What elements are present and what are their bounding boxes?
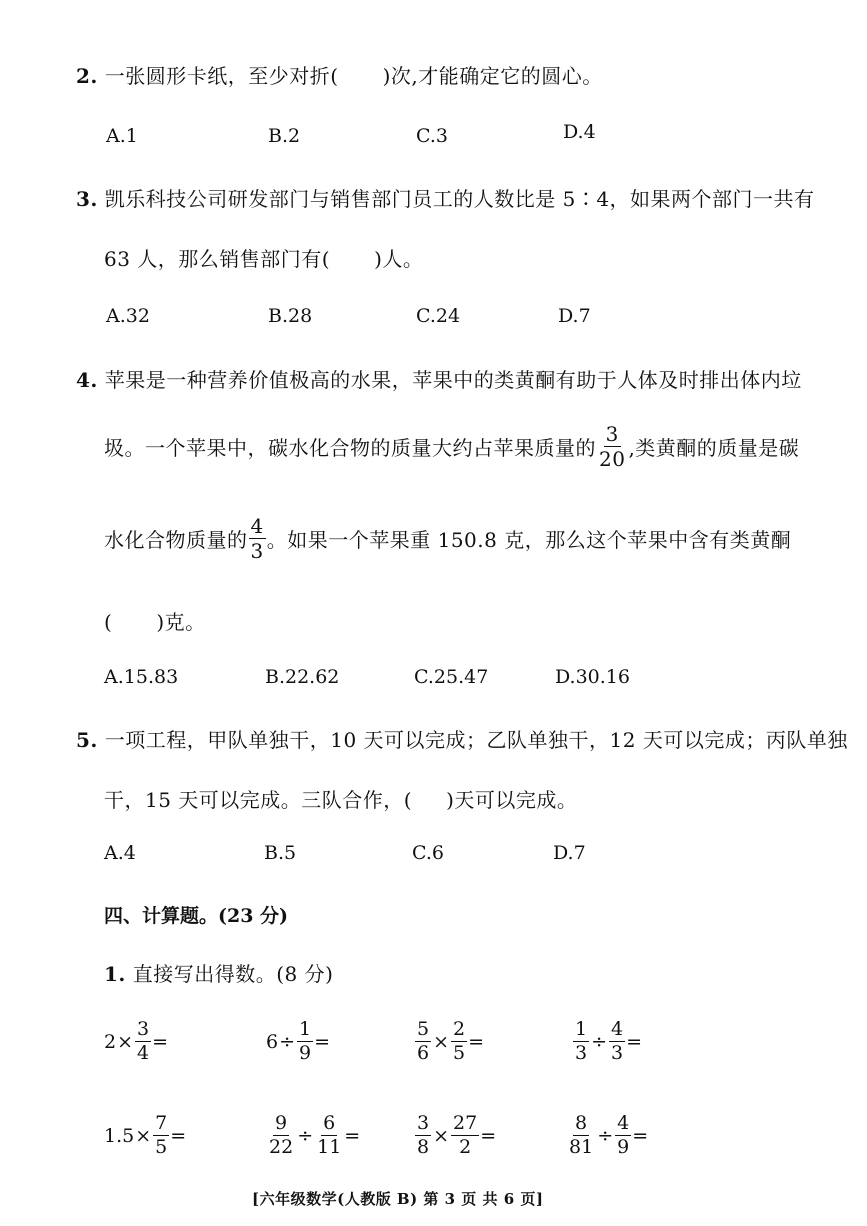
question-text: 干，15 天可以完成。三队合作，( <box>104 788 413 812</box>
question-number: 3. <box>76 187 98 211</box>
question-text: 。如果一个苹果重 150.8 克，那么这个苹果中含有类黄酮 <box>266 528 792 552</box>
equals-sign: = <box>626 1030 643 1053</box>
question-3-line-1 <box>76 183 815 212</box>
question-4-line-3 <box>104 516 791 561</box>
option-c[interactable]: C.6 <box>412 842 444 864</box>
question-text: 圾。一个苹果中，碳水化合物的质量大约占苹果质量的 <box>104 436 596 460</box>
question-2-text <box>76 60 603 89</box>
operator: ÷ <box>279 1030 296 1053</box>
denominator: 11 <box>317 1136 342 1158</box>
question-text: )次,才能确定它的圆心。 <box>382 64 603 88</box>
equals-sign: = <box>314 1030 331 1053</box>
denominator: 22 <box>269 1136 294 1158</box>
calc-item <box>572 1020 642 1063</box>
numerator: 4 <box>617 1112 630 1134</box>
fraction <box>249 516 266 561</box>
question-text: )克。 <box>156 610 206 634</box>
numerator: 1 <box>299 1018 312 1040</box>
question-text: )天可以完成。 <box>446 788 578 812</box>
denominator: 81 <box>569 1136 594 1158</box>
denominator: 3 <box>611 1042 624 1064</box>
fraction <box>315 1114 343 1157</box>
question-number: 5. <box>76 728 98 752</box>
fraction <box>153 1114 169 1157</box>
question-4-line-4 <box>104 606 206 635</box>
question-text: ,类黄酮的质量是碳 <box>628 436 800 460</box>
operator: ÷ <box>591 1030 608 1053</box>
fraction <box>135 1020 151 1063</box>
question-text: 一张圆形卡纸，至少对折( <box>104 64 339 88</box>
numerator: 1 <box>575 1018 588 1040</box>
denominator: 3 <box>575 1042 588 1064</box>
question-4-line-2 <box>104 424 799 469</box>
option-b[interactable]: B.28 <box>268 305 313 327</box>
operator: × <box>117 1030 134 1053</box>
fraction <box>415 1114 431 1157</box>
question-text: 63 人，那么销售部门有( <box>104 247 331 271</box>
calc-item <box>266 1020 330 1063</box>
option-b[interactable]: B.5 <box>264 842 297 864</box>
fraction <box>297 1020 313 1063</box>
numerator: 3 <box>137 1018 150 1040</box>
option-b[interactable]: B.2 <box>268 125 301 147</box>
calc-item <box>104 1020 168 1063</box>
question-text: 直接写出得数。(8 分) <box>132 962 334 986</box>
question-text: ( <box>104 610 113 634</box>
operator: × <box>433 1124 450 1147</box>
numerator: 5 <box>417 1018 430 1040</box>
option-c[interactable]: C.24 <box>416 305 461 327</box>
option-d[interactable]: D.7 <box>553 842 586 864</box>
operand: 1.5 <box>104 1124 135 1147</box>
calc-item <box>266 1114 360 1157</box>
denominator: 20 <box>599 447 626 471</box>
calc-item <box>414 1114 496 1157</box>
denominator: 9 <box>299 1042 312 1064</box>
question-text: 水化合物质量的 <box>104 528 248 552</box>
denominator: 8 <box>417 1136 430 1158</box>
question-text: 苹果是一种营养价值极高的水果，苹果中的类黄酮有助于人体及时排出体内垃 <box>104 368 802 392</box>
section-title: 四、计算题。(23 分) <box>104 905 289 927</box>
question-text: )人。 <box>374 247 424 271</box>
denominator: 3 <box>250 539 264 563</box>
question-text: 凯乐科技公司研发部门与销售部门员工的人数比是 5∶4，如果两个部门一共有 <box>104 187 815 211</box>
operator: × <box>433 1030 450 1053</box>
fraction <box>451 1020 467 1063</box>
fraction <box>451 1114 479 1157</box>
operator: ÷ <box>297 1124 314 1147</box>
denominator: 6 <box>417 1042 430 1064</box>
numerator: 3 <box>605 422 619 446</box>
question-number: 2. <box>76 64 98 88</box>
denominator: 5 <box>155 1136 168 1158</box>
numerator: 6 <box>323 1112 336 1134</box>
equals-sign: = <box>170 1124 187 1147</box>
option-c[interactable]: C.25.47 <box>414 666 489 688</box>
equals-sign: = <box>480 1124 497 1147</box>
equals-sign: = <box>152 1030 169 1053</box>
numerator: 7 <box>155 1112 168 1134</box>
question-text: 一项工程，甲队单独干，10 天可以完成；乙队单独干，12 天可以完成；丙队单独 <box>104 728 848 752</box>
numerator: 27 <box>453 1112 478 1134</box>
option-b[interactable]: B.22.62 <box>265 666 340 688</box>
option-a[interactable]: A.4 <box>104 842 136 864</box>
equals-sign: = <box>344 1124 361 1147</box>
numerator: 8 <box>575 1112 588 1134</box>
option-a[interactable]: A.32 <box>106 305 150 327</box>
fraction <box>573 1020 589 1063</box>
question-number: 1. <box>104 962 126 986</box>
calc-item <box>414 1020 484 1063</box>
denominator: 4 <box>137 1042 150 1064</box>
numerator: 3 <box>417 1112 430 1134</box>
fraction <box>267 1114 295 1157</box>
operator: ÷ <box>597 1124 614 1147</box>
fraction <box>609 1020 625 1063</box>
calc-item <box>566 1114 648 1157</box>
fraction <box>597 424 627 469</box>
numerator: 9 <box>275 1112 288 1134</box>
option-d[interactable]: D.7 <box>558 305 591 327</box>
denominator: 2 <box>459 1136 472 1158</box>
option-d[interactable]: D.30.16 <box>555 666 630 688</box>
option-c[interactable]: C.3 <box>416 125 448 147</box>
operator: × <box>135 1124 152 1147</box>
denominator: 9 <box>617 1136 630 1158</box>
question-number: 4. <box>76 368 98 392</box>
option-a[interactable]: A.1 <box>106 125 138 147</box>
calc-item <box>104 1114 186 1157</box>
operand: 2 <box>104 1030 117 1053</box>
option-d[interactable]: D.4 <box>563 121 596 143</box>
equals-sign: = <box>632 1124 649 1147</box>
numerator: 4 <box>611 1018 624 1040</box>
question-5-line-1 <box>76 724 848 753</box>
page-footer: [六年级数学(人教版 B) 第 3 页 共 6 页] <box>252 1190 544 1208</box>
sub-question-1 <box>104 958 333 987</box>
numerator: 2 <box>453 1018 466 1040</box>
option-a[interactable]: A.15.83 <box>104 666 179 688</box>
denominator: 5 <box>453 1042 466 1064</box>
operand: 6 <box>266 1030 279 1053</box>
fraction <box>615 1114 631 1157</box>
numerator: 4 <box>250 514 264 538</box>
fraction <box>415 1020 431 1063</box>
equals-sign: = <box>468 1030 485 1053</box>
fraction <box>567 1114 595 1157</box>
question-4-line-1 <box>76 364 802 393</box>
question-5-line-2 <box>104 784 577 813</box>
question-3-line-2 <box>104 243 423 272</box>
